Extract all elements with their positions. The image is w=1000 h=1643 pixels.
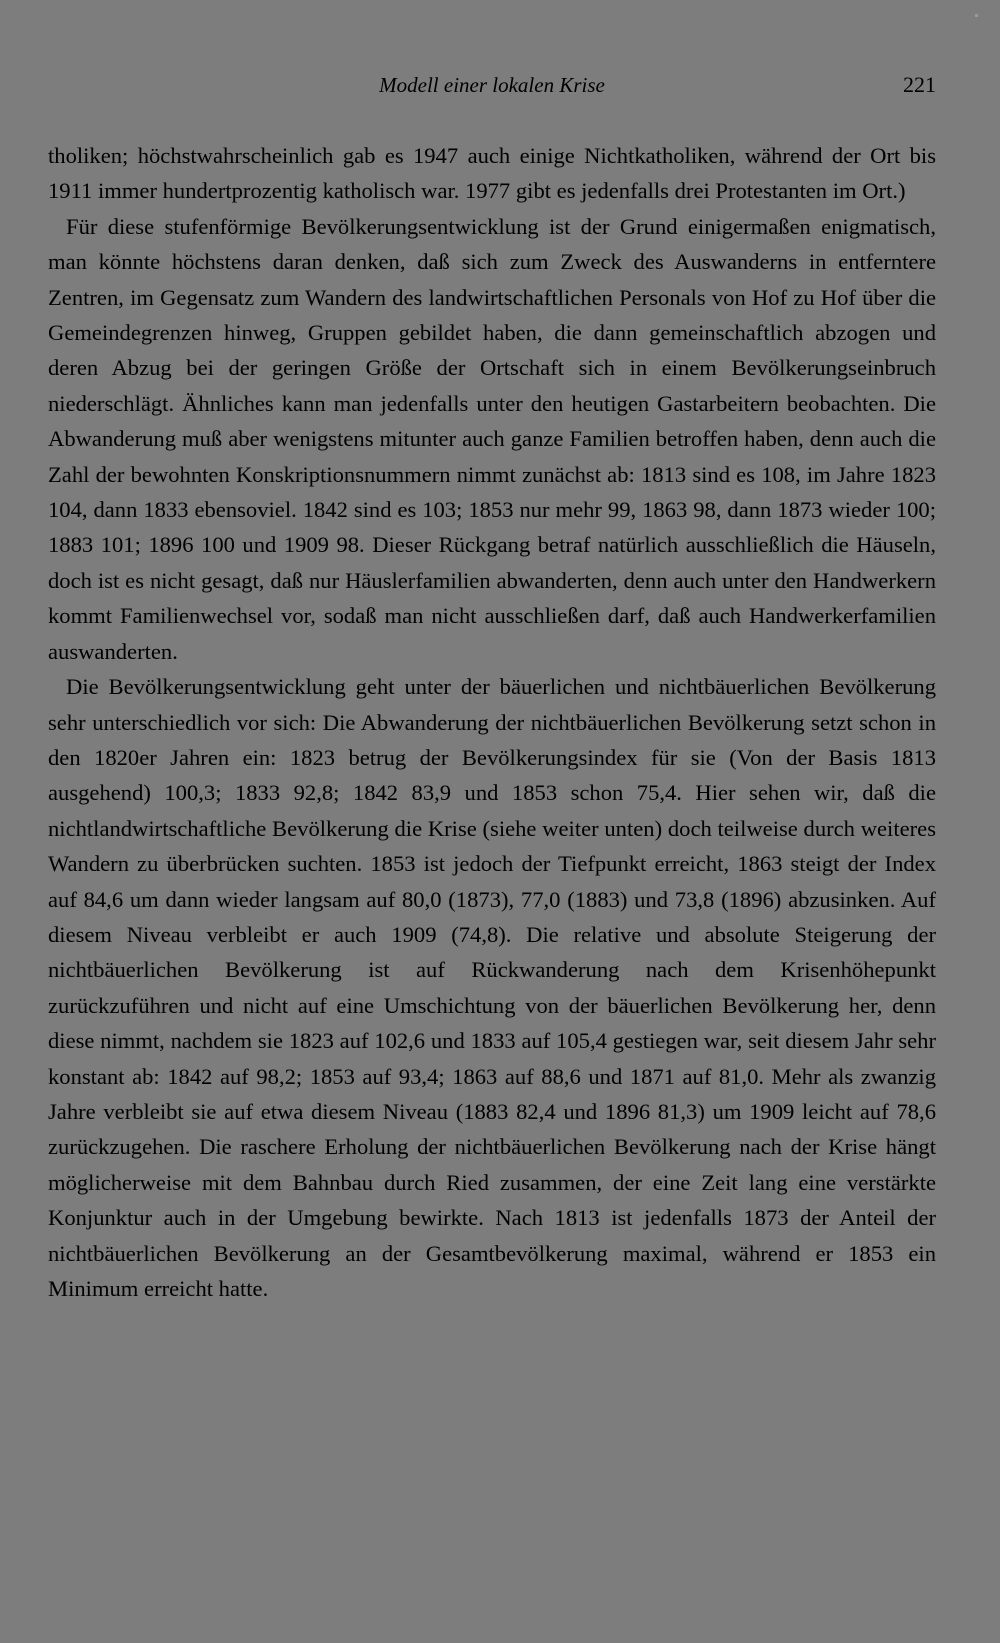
paragraph-continuation: tholiken; höchstwahrscheinlich gab es 1947 auch einige Nichtkatholiken, während der Ort bis 1911 immer hundertprozentig katholisch war. 1977 gibt es jedenfalls drei Protestanten im Ort.) <box>48 143 936 204</box>
scan-speck <box>975 14 978 17</box>
paragraph-population-steps: Für diese stufenförmige Bevölkerungsentwicklung ist der Grund einigermaßen enigmatisch, man könnte höchstens daran denken, daß sich zum Zweck des Auswanderns in entferntere Zentren, im Gegensatz zum Wandern des landwirtschaftlichen Personals von Hof zu Hof über die Gemeindegrenzen hinweg, Gruppen gebildet haben, die dann gemeinschaftlich abzogen und deren Abzug bei der geringen Größe der Ortschaft sich in einem Bevölkerungseinbruch niederschlägt. Ähnliches kann man jedenfalls unter den heutigen Gastarbeitern beobachten. Die Abwanderung muß aber wenigstens mitunter auch ganze Familien betroffen haben, denn auch die Zahl der bewohnten Konskriptionsnummern nimmt zunächst ab: 1813 sind es 108, im Jahre 1823 104, dann 1833 ebensoviel. 1842 sind es 103; 1853 nur mehr 99, 1863 98, dann 1873 wieder 100; 1883 101; 1896 100 und 1909 98. Dieser Rückgang betraf natürlich ausschließlich die Häuseln, doch ist es nicht gesagt, daß nur Häuslerfamilien abwanderten, denn auch unter den Handwerkern kommt Familienwechsel vor, sodaß man nicht ausschließen darf, daß auch Handwerkerfamilien auswanderten. <box>48 213 936 664</box>
paragraph-population-development: Die Bevölkerungsentwicklung geht unter der bäuerlichen und nichtbäuerlichen Bevölkerung sehr unterschiedlich vor sich: Die Abwanderung der nichtbäuerlichen Bevölkerung setzt schon in den 1820er Jahren ein: 1823 betrug der Bevölkerungsindex für sie (Von der Basis 1813 ausgehend) 100,3; 1833 92,8; 1842 83,9 und 1853 schon 75,4. Hier sehen wir, daß die nichtlandwirtschaftliche Bevölkerung die Krise (siehe weiter unten) doch teilweise durch weiteres Wandern zu überbrücken suchten. 1853 ist jedoch der Tiefpunkt erreicht, 1863 steigt der Index auf 84,6 um dann wieder langsam auf 80,0 (1873), 77,0 (1883) und 73,8 (1896) abzusinken. Auf diesem Niveau verbleibt er auch 1909 (74,8). Die relative und absolute Steigerung der nichtbäuerlichen Bevölkerung ist auf Rückwanderung nach dem Krisenhöhepunkt zurückzuführen und nicht auf eine Umschichtung von der bäuerlichen Bevölkerung her, denn diese nimmt, nachdem sie 1823 auf 102,6 und 1833 auf 105,4 gestiegen war, seit diesem Jahr sehr konstant ab: 1842 auf 98,2; 1853 auf 93,4; 1863 auf 88,6 und 1871 auf 81,0. Mehr als zwanzig Jahre verbleibt sie auf etwa diesem Niveau (1883 82,4 und 1896 81,3) um 1909 leicht auf 78,6 zurückzugehen. Die raschere Erholung der nichtbäuerlichen Bevölkerung nach der Krise hängt möglicherweise mit dem Bahnbau durch Ried zusammen, der eine Zeit lang eine verstärkte Konjunktur auch in der Umgebung bewirkte. Nach 1813 ist jedenfalls 1873 der Anteil der nichtbäuerlichen Bevölkerung an der Gesamtbevölkerung maximal, während er 1853 ein Minimum erreicht hatte. <box>48 674 936 1301</box>
running-title: Modell einer lokalen Krise <box>379 73 605 97</box>
body-text <box>48 138 936 1306</box>
running-header <box>48 70 936 100</box>
page-number: 221 <box>903 72 936 97</box>
